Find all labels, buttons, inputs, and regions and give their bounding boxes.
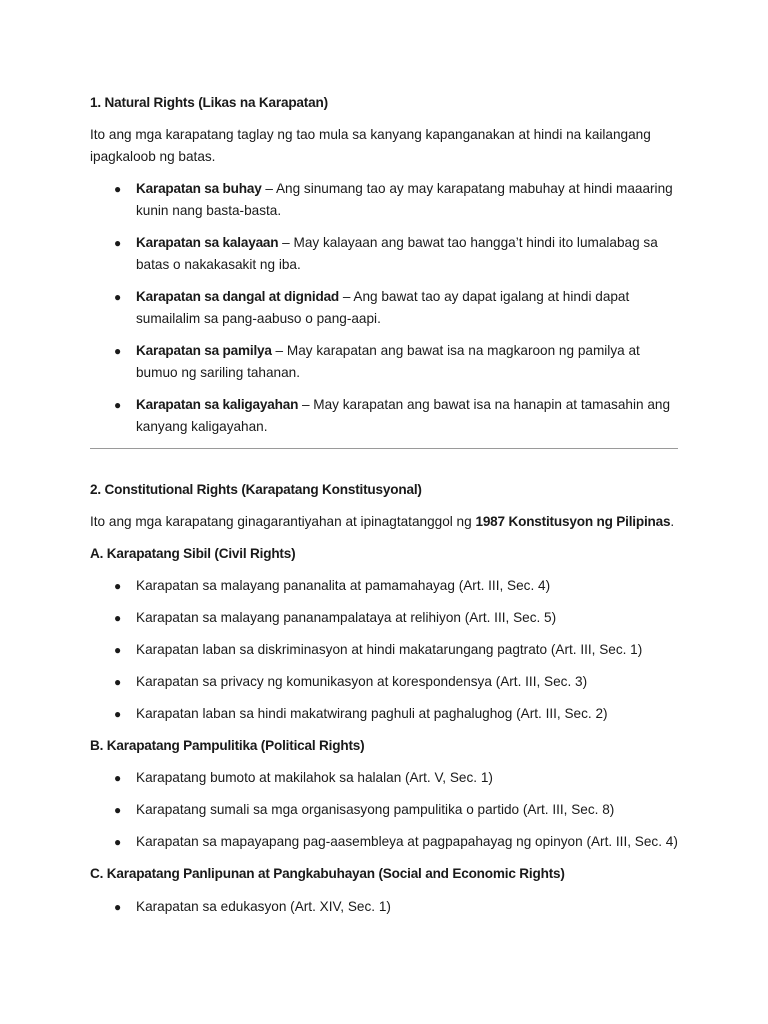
bullet-icon: ● [114, 579, 122, 593]
bullet-icon: ● [114, 236, 122, 250]
right-description: – May karapatan ang bawat isa na magkaroon ng pamilya at [271, 343, 640, 358]
bullet-icon: ● [114, 643, 122, 657]
section-2-intro [90, 511, 680, 533]
section-1-intro-line1: Ito ang mga karapatang taglay ng tao mula sa kanyang kapanganakan at hindi na kailangang [90, 127, 651, 142]
political-rights-list [90, 767, 680, 853]
section-2-intro-suffix: . [670, 514, 675, 529]
right-term: Karapatan sa kalayaan [136, 235, 279, 250]
civil-rights-heading: A. Karapatang Sibil (Civil Rights) [90, 546, 296, 561]
social-economic-rights-list [90, 896, 680, 918]
right-description: – May kalayaan ang bawat tao hangga’t hindi ito lumalabag sa [278, 235, 658, 250]
list-item [90, 703, 680, 725]
bullet-icon: ● [114, 611, 122, 625]
list-item [90, 232, 680, 276]
right-description-cont: kanyang kaligayahan. [136, 419, 268, 434]
section-divider [90, 448, 678, 449]
list-item-text: Karapatan laban sa diskriminasyon at hindi makatarungang pagtrato (Art. III, Sec. 1) [136, 642, 643, 657]
bullet-icon: ● [114, 182, 122, 196]
bullet-icon: ● [114, 771, 122, 785]
right-description: – Ang bawat tao ay dapat igalang at hindi dapat [339, 289, 630, 304]
section-1-intro-line2: ipagkaloob ng batas. [90, 149, 216, 164]
list-item [90, 286, 680, 330]
list-item [90, 394, 680, 438]
constitution-name: 1987 Konstitusyon ng Pilipinas [475, 514, 671, 529]
political-rights-heading: B. Karapatang Pampulitika (Political Rights) [90, 738, 365, 753]
civil-rights-list [90, 575, 680, 725]
list-item [90, 639, 680, 661]
bullet-icon: ● [114, 344, 122, 358]
list-item [90, 799, 680, 821]
list-item [90, 831, 680, 853]
list-item [90, 607, 680, 629]
list-item [90, 896, 680, 918]
right-term: Karapatan sa dangal at dignidad [136, 289, 340, 304]
list-item [90, 575, 680, 597]
right-description-cont: sumailalim sa pang-aabuso o pang-aapi. [136, 311, 381, 326]
bullet-icon: ● [114, 803, 122, 817]
list-item-text: Karapatan sa malayang pananampalataya at relihiyon (Art. III, Sec. 5) [136, 610, 557, 625]
right-term: Karapatan sa pamilya [136, 343, 272, 358]
natural-rights-list [90, 178, 680, 438]
right-term: Karapatan sa buhay [136, 181, 262, 196]
right-description-cont: kunin nang basta-basta. [136, 203, 282, 218]
social-economic-rights-heading: C. Karapatang Panlipunan at Pangkabuhayan (Social and Economic Rights) [90, 866, 565, 881]
section-2-heading: 2. Constitutional Rights (Karapatang Konstitusyonal) [90, 482, 422, 497]
bullet-icon: ● [114, 707, 122, 721]
list-item-text: Karapatang sumali sa mga organisasyong pampulitika o partido (Art. III, Sec. 8) [136, 802, 615, 817]
bullet-icon: ● [114, 675, 122, 689]
bullet-icon: ● [114, 900, 122, 914]
bullet-icon: ● [114, 835, 122, 849]
list-item [90, 671, 680, 693]
list-item-text: Karapatan sa malayang pananalita at pamamahayag (Art. III, Sec. 4) [136, 578, 551, 593]
right-description: – Ang sinumang tao ay may karapatang mabuhay at hindi maaaring [261, 181, 673, 196]
list-item [90, 767, 680, 789]
right-description-cont: batas o nakakasakit ng iba. [136, 257, 301, 272]
bullet-icon: ● [114, 290, 122, 304]
section-1-heading: 1. Natural Rights (Likas na Karapatan) [90, 95, 328, 110]
list-item-text: Karapatang bumoto at makilahok sa halalan (Art. V, Sec. 1) [136, 770, 493, 785]
list-item-text: Karapatan sa mapayapang pag-aasembleya at pagpapahayag ng opinyon (Art. III, Sec. 4) [136, 834, 678, 849]
section-2-intro-text: Ito ang mga karapatang ginagarantiyahan at ipinagtatanggol ng [90, 514, 476, 529]
bullet-icon: ● [114, 398, 122, 412]
right-description-cont: bumuo ng sariling tahanan. [136, 365, 300, 380]
list-item-text: Karapatan laban sa hindi makatwirang paghuli at paghalughog (Art. III, Sec. 2) [136, 706, 608, 721]
list-item [90, 178, 680, 222]
section-1-intro [90, 124, 680, 168]
list-item-text: Karapatan sa privacy ng komunikasyon at korespondensya (Art. III, Sec. 3) [136, 674, 588, 689]
list-item [90, 340, 680, 384]
right-description: – May karapatan ang bawat isa na hanapin at tamasahin ang [298, 397, 671, 412]
right-term: Karapatan sa kaligayahan [136, 397, 299, 412]
list-item-text: Karapatan sa edukasyon (Art. XIV, Sec. 1) [136, 899, 391, 914]
